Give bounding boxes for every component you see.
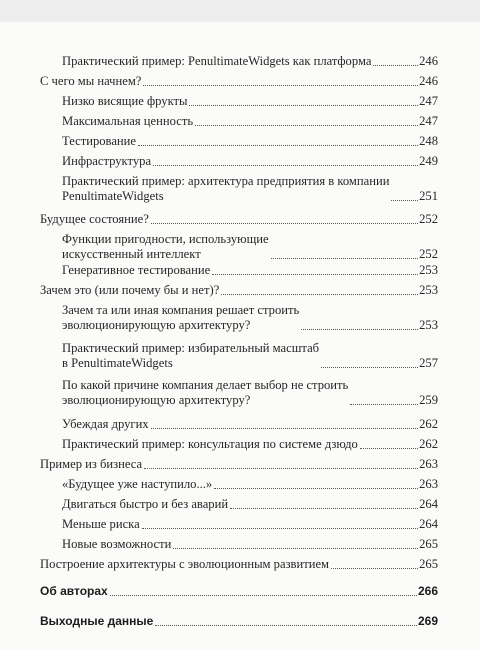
dot-leader <box>142 528 418 529</box>
toc-entry-title: Максимальная ценность <box>62 114 194 128</box>
toc-entry-page: 257 <box>419 356 438 370</box>
toc-entry-page: 249 <box>419 154 438 168</box>
dot-leader <box>155 625 417 626</box>
dot-leader <box>189 105 418 106</box>
dot-leader <box>373 65 418 66</box>
toc-entry[interactable] <box>40 457 438 472</box>
toc-entry[interactable] <box>40 557 438 572</box>
dot-leader <box>138 145 418 146</box>
dot-leader <box>195 125 418 126</box>
toc-entry-page: 253 <box>419 283 438 297</box>
toc-entry-page: 262 <box>419 417 438 431</box>
toc-entry-title: Инфраструктура <box>62 154 152 168</box>
toc-entry[interactable] <box>40 212 438 227</box>
toc-entry-page: 263 <box>419 457 438 471</box>
dot-leader <box>271 258 419 259</box>
toc-entry-page: 264 <box>419 497 438 511</box>
toc-entry-page: 266 <box>417 584 438 598</box>
toc-entry-page: 246 <box>419 54 438 68</box>
dot-leader <box>360 448 418 449</box>
toc-entry-page: 269 <box>417 614 438 628</box>
toc-entry-title: Практический пример: PenultimateWidgets как платформа <box>62 54 372 68</box>
toc-chapter-entry[interactable] <box>40 614 438 629</box>
toc-entry-title: Меньше риска <box>62 517 140 531</box>
toc-entry-title: По какой причине компания делает выбор не строить эволюционирующую архитектуру? <box>62 378 349 407</box>
toc-entry-title: Практический пример: архитектура предприятия в компании PenultimateWidgets <box>62 174 390 203</box>
toc-entry-page: 262 <box>419 437 438 451</box>
toc-entry-page: 247 <box>419 114 438 128</box>
toc-entry[interactable] <box>40 283 438 298</box>
toc-entry-title: Низко висящие фрукты <box>62 94 188 108</box>
dot-leader <box>391 200 418 201</box>
dot-leader <box>230 508 418 509</box>
toc-entry-title: Практический пример: консультация по системе дзюдо <box>62 437 358 451</box>
toc-entry-page: 265 <box>419 537 438 551</box>
toc-entry-title: Построение архитектуры с эволюционным развитием <box>40 557 330 571</box>
toc-chapter-entry[interactable] <box>40 584 438 599</box>
toc-entry[interactable] <box>62 54 438 69</box>
toc-entry-page: 247 <box>419 94 438 108</box>
toc-entry-page: 253 <box>419 263 438 277</box>
toc-entry[interactable] <box>62 378 438 408</box>
toc-entry-title: Тестирование <box>62 134 136 148</box>
toc-entry-title: Новые возможности <box>62 537 172 551</box>
dot-leader <box>173 548 418 549</box>
toc-entry-title: Убеждая других <box>62 417 149 431</box>
toc-entry[interactable] <box>62 303 438 333</box>
toc-entry-title: С чего мы начнем? <box>40 74 142 88</box>
toc-entry[interactable] <box>62 94 438 109</box>
dot-leader <box>153 165 418 166</box>
dot-leader <box>331 568 418 569</box>
toc-entry-title: Практический пример: избирательный масштаб в PenultimateWidgets <box>62 341 320 370</box>
dot-leader <box>151 428 418 429</box>
toc-entry[interactable] <box>62 477 438 492</box>
toc-entry-title: «Будущее уже наступило...» <box>62 477 213 491</box>
toc-entry[interactable] <box>40 74 438 89</box>
toc-entry-title: Зачем та или иная компания решает строить эволюционирующую архитектуру? <box>62 303 300 332</box>
dot-leader <box>212 274 418 275</box>
dot-leader <box>221 294 418 295</box>
toc-entry-page: 246 <box>419 74 438 88</box>
dot-leader <box>143 85 418 86</box>
dot-leader <box>321 367 418 368</box>
toc-entry-page: 248 <box>419 134 438 148</box>
toc-entry-page: 252 <box>419 247 438 261</box>
toc-entry-page: 253 <box>419 318 438 332</box>
toc-entry[interactable] <box>62 497 438 512</box>
dot-leader <box>110 595 417 596</box>
toc-entry-page: 252 <box>419 212 438 226</box>
dot-leader <box>144 468 418 469</box>
toc-entry-title: Пример из бизнеса <box>40 457 143 471</box>
toc-entry-title: Генеративное тестирование <box>62 263 211 277</box>
toc-entry-page: 251 <box>419 189 438 203</box>
toc-entry-page: 264 <box>419 517 438 531</box>
toc-entry[interactable] <box>62 154 438 169</box>
toc-entry-title: Функции пригодности, использующие искусственный интеллект <box>62 232 269 261</box>
toc-entry[interactable] <box>62 232 438 262</box>
toc-entry-page: 263 <box>419 477 438 491</box>
toc-entry-title: Выходные данные <box>40 614 154 628</box>
toc-entry[interactable] <box>62 114 438 129</box>
toc-entry-title: Об авторах <box>40 584 108 598</box>
book-page <box>0 22 480 650</box>
toc-entry[interactable] <box>62 437 438 452</box>
toc-entry[interactable] <box>62 517 438 532</box>
toc-entry-title: Зачем это (или почему бы и нет)? <box>40 283 220 297</box>
toc-entry[interactable] <box>62 263 438 278</box>
toc-entry-title: Будущее состояние? <box>40 212 149 226</box>
dot-leader <box>214 488 418 489</box>
toc-entry[interactable] <box>62 537 438 552</box>
toc-entry[interactable] <box>62 134 438 149</box>
dot-leader <box>350 404 418 405</box>
toc-entry-page: 259 <box>419 393 438 407</box>
toc-entry[interactable] <box>62 174 438 204</box>
toc-entry-page: 265 <box>419 557 438 571</box>
dot-leader <box>151 223 418 224</box>
toc-entry[interactable] <box>62 341 438 371</box>
toc-entry-title: Двигаться быстро и без аварий <box>62 497 229 511</box>
dot-leader <box>301 329 418 330</box>
toc-entry[interactable] <box>62 417 438 432</box>
